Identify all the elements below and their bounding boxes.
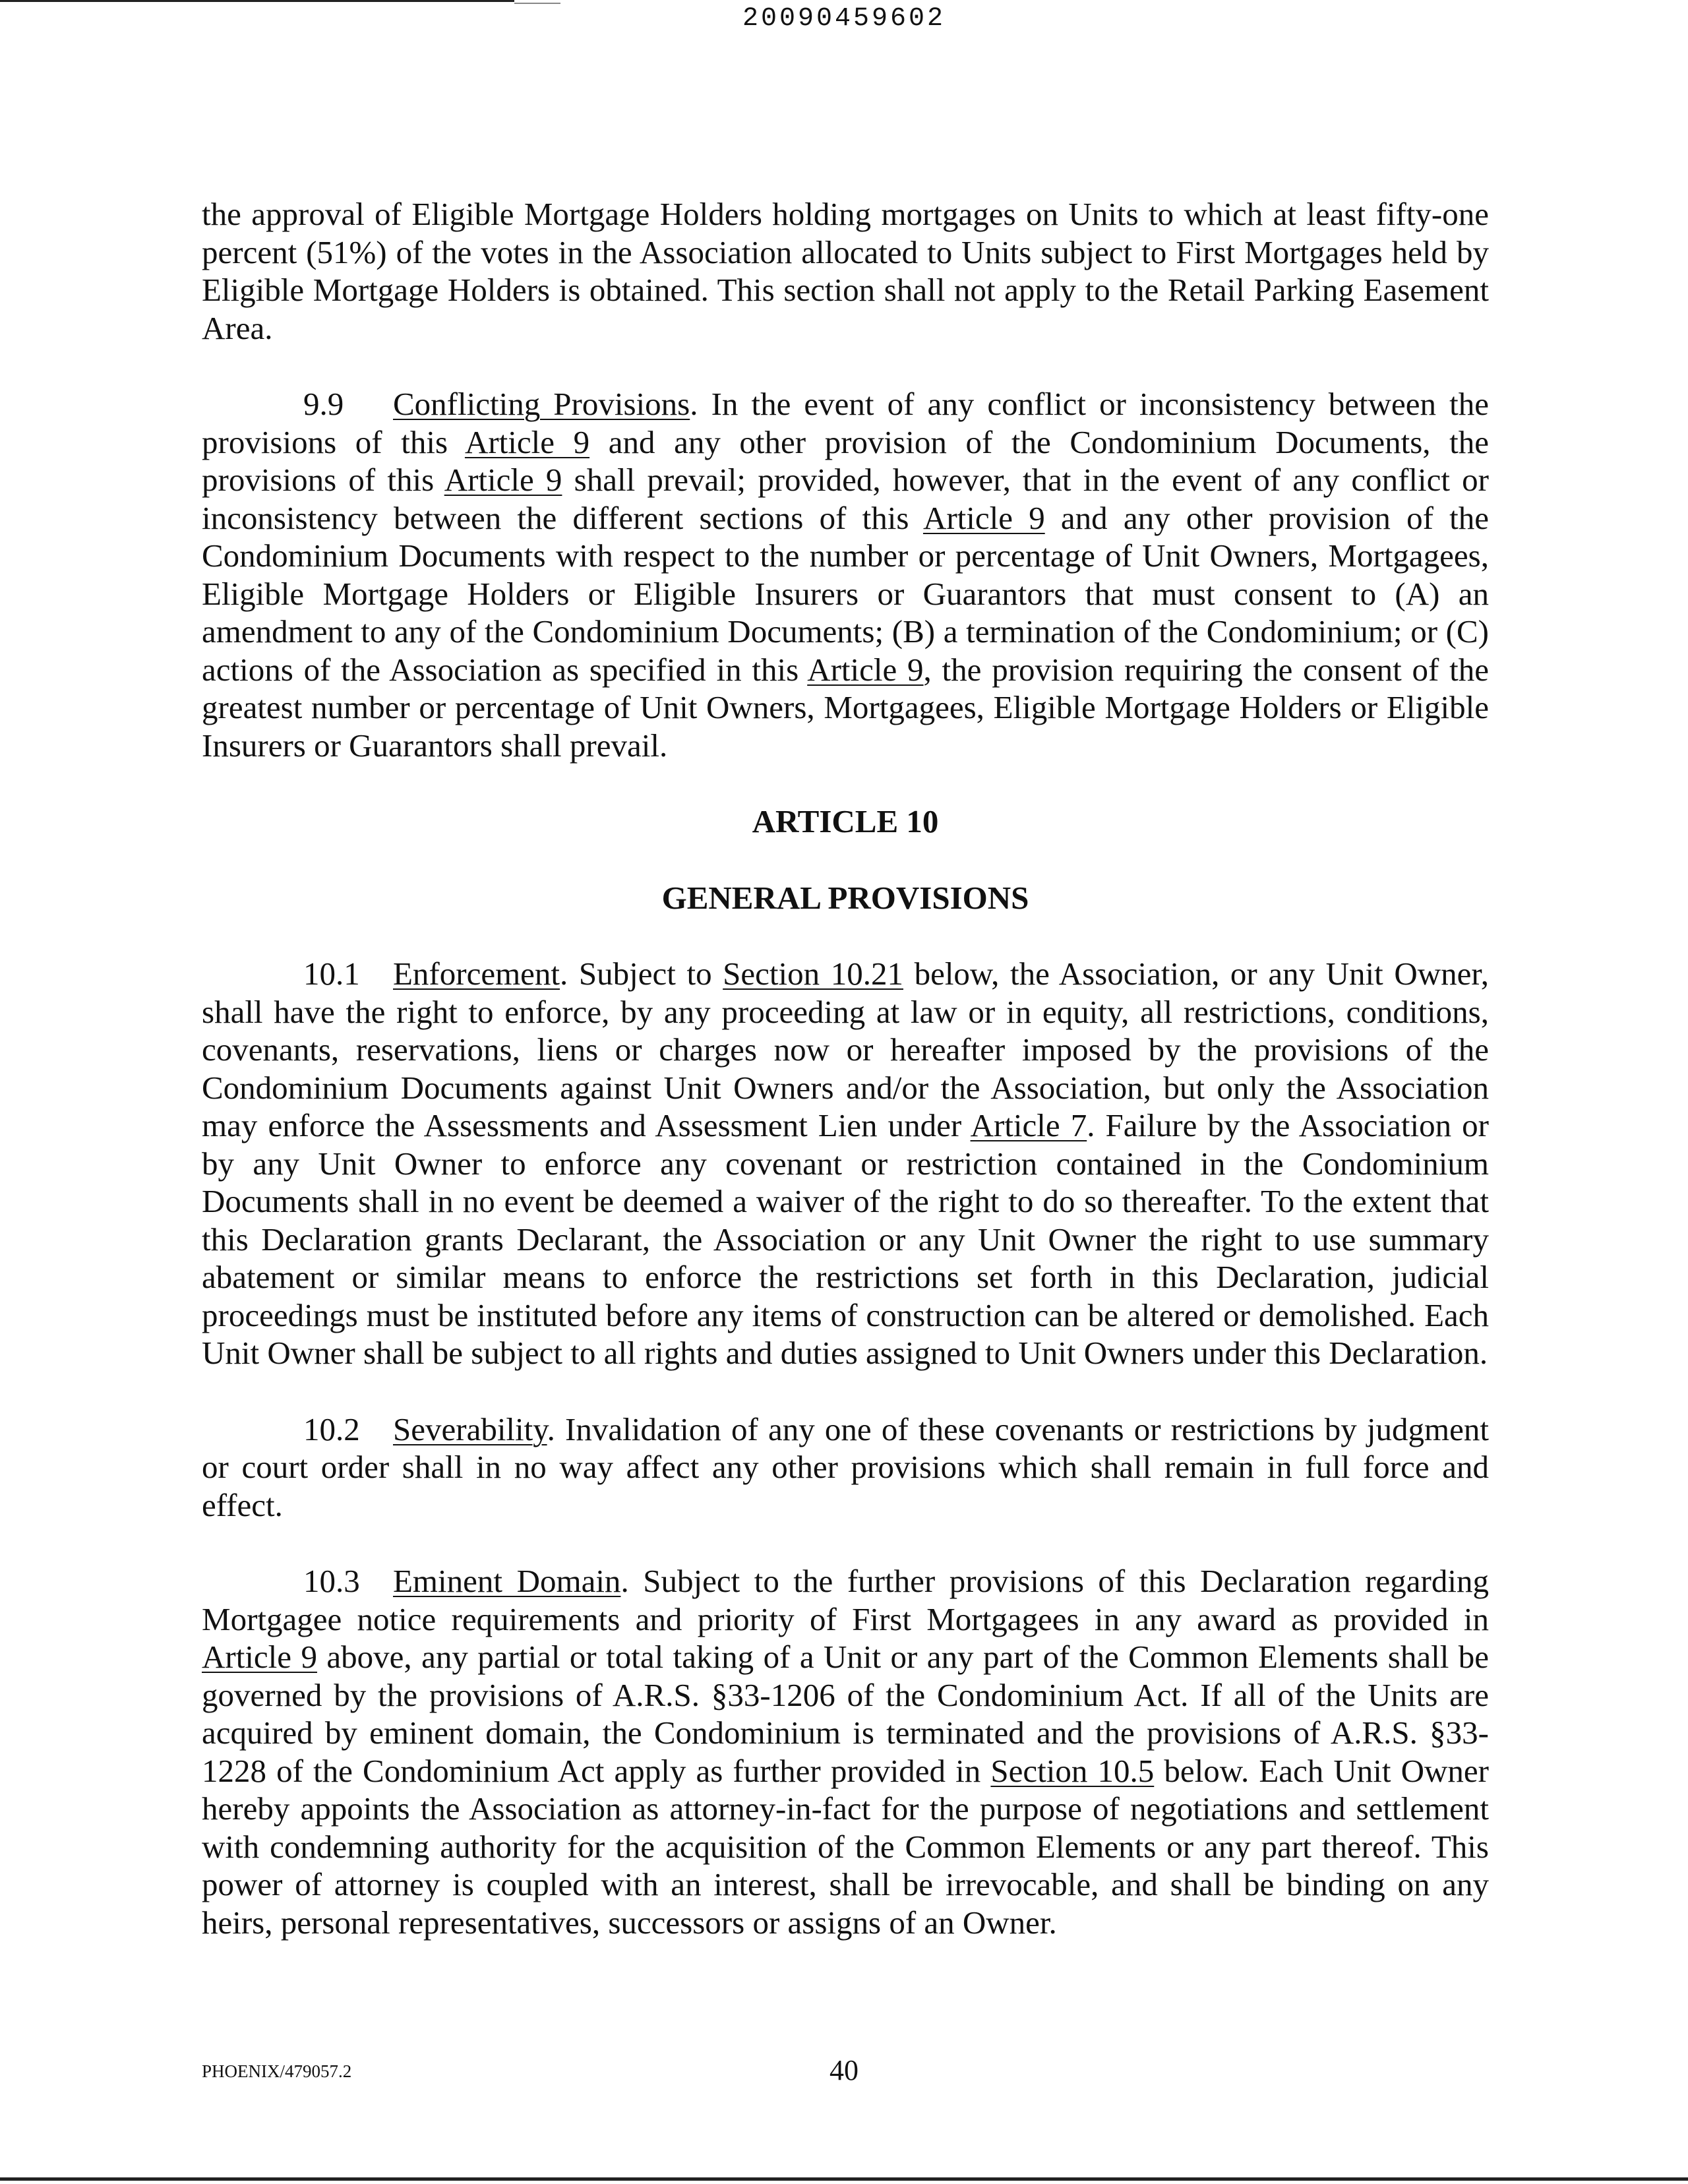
cross-reference: Article 9 — [444, 462, 562, 498]
section-title: Enforcement — [393, 956, 560, 992]
continuation-paragraph: the approval of Eligible Mortgage Holders holding mortgages on Units to which at least fifty-one percent (51%) of the votes in the Association allocated to Units subject to First Mortgages held by Eligible Mortgage Holders is obtained. This section shall not apply to the Retail Parking Easement Area. — [202, 196, 1489, 346]
cross-reference: Article 7 — [970, 1107, 1087, 1143]
section-number: 10.2 — [303, 1410, 360, 1447]
section-title: Conflicting Provisions — [393, 386, 690, 422]
section-10-1: 10.1 Enforcement. Subject to Section 10.21 below, the Association, or any Unit Owner, shall have the right to enforce, by any proceeding at law or in equity, all restrictions, conditions, covenants, reservations, liens or charges now or hereafter imposed by the provisions of the Condominium Documents against Unit Owners and/or the Association, but only the Association may enforce the Assessments and Assessment Lien under Article 7. Failure by the Association or by any Unit Owner to enforce any covenant or restriction contained in the Condominium Documents shall in no event be deemed a waiver of the right to do so thereafter. To the extent that this Declaration grants Declarant, the Association or any Unit Owner the right to use summary abatement or similar means to enforce the restrictions set forth in this Declaration, judicial proceedings must be instituted before any items of construction can be altered or demolished. Each Unit Owner shall be subject to all rights and duties assigned to Unit Owners under this Declaration. — [202, 956, 1489, 1371]
footer-document-id: PHOENIX/479057.2 — [202, 2061, 352, 2081]
cross-reference: Article 9 — [202, 1639, 317, 1675]
article-title: GENERAL PROVISIONS — [661, 879, 1029, 916]
section-number: 9.9 — [303, 386, 344, 422]
cross-reference: Section 10.21 — [723, 956, 903, 992]
cross-reference: Article 9 — [464, 423, 590, 460]
article-number: ARTICLE 10 — [752, 803, 939, 839]
section-10-2: 10.2 Severability. Invalidation of any one of these covenants or restrictions by judgment or court order shall in no way affect any other provisions which shall remain in full force and effect. — [202, 1410, 1489, 1523]
page-number: 40 — [829, 2054, 859, 2086]
section-title: Severability — [393, 1410, 547, 1447]
section-number: 10.1 — [303, 956, 360, 992]
cross-reference: Article 9 — [922, 499, 1045, 536]
top-scan-rule — [0, 0, 514, 2]
bottom-scan-rule — [0, 2177, 1688, 2181]
section-number: 10.3 — [303, 1563, 360, 1599]
section-9-9: 9.9 Conflicting Provisions. In the event of any conflict or inconsistency between the provisions of this Article 9 and any other provision of the Condominium Documents, the provisions of this Article 9 shall prevail; provided, however, that in the event of any conflict or inconsistency between the different sections of this Article 9 and any other provision of the Condominium Documents with respect to the number or percentage of Unit Owners, Mortgagees, Eligible Mortgage Holders or Eligible Insurers or Guarantors that must consent to (A) an amendment to any of the Condominium Documents; (B) a termination of the Condominium; or (C) actions of the Association as specified in this Article 9, the provision requiring the consent of the greatest number or percentage of Unit Owners, Mortgagees, Eligible Mortgage Holders or Eligible Insurers or Guarantors shall prevail. — [202, 386, 1490, 764]
cross-reference: Article 9 — [807, 651, 924, 688]
section-title: Eminent Domain — [393, 1563, 621, 1599]
recording-number: 20090459602 — [742, 4, 946, 34]
document-body — [202, 195, 1489, 1941]
section-10-3: 10.3 Eminent Domain. Subject to the further provisions of this Declaration regarding Mortgagee notice requirements and priority of First Mortgagees in any award as provided in Article 9 above, any partial or total taking of a Unit or any part of the Common Elements shall be governed by the provisions of A.R.S. §33-1206 of the Condominium Act. If all of the Units are acquired by eminent domain, the Condominium is terminated and the provisions of A.R.S. §33-1228 of the Condominium Act apply as further provided in Section 10.5 below. Each Unit Owner hereby appoints the Association as attorney-in-fact for the purpose of negotiations and settlement with condemning authority for the acquisition of the Common Elements or any part thereof. This power of attorney is coupled with an interest, shall be irrevocable, and shall be binding on any heirs, personal representatives, successors or assigns of an Owner. — [202, 1563, 1489, 1941]
cross-reference: Section 10.5 — [990, 1752, 1155, 1789]
